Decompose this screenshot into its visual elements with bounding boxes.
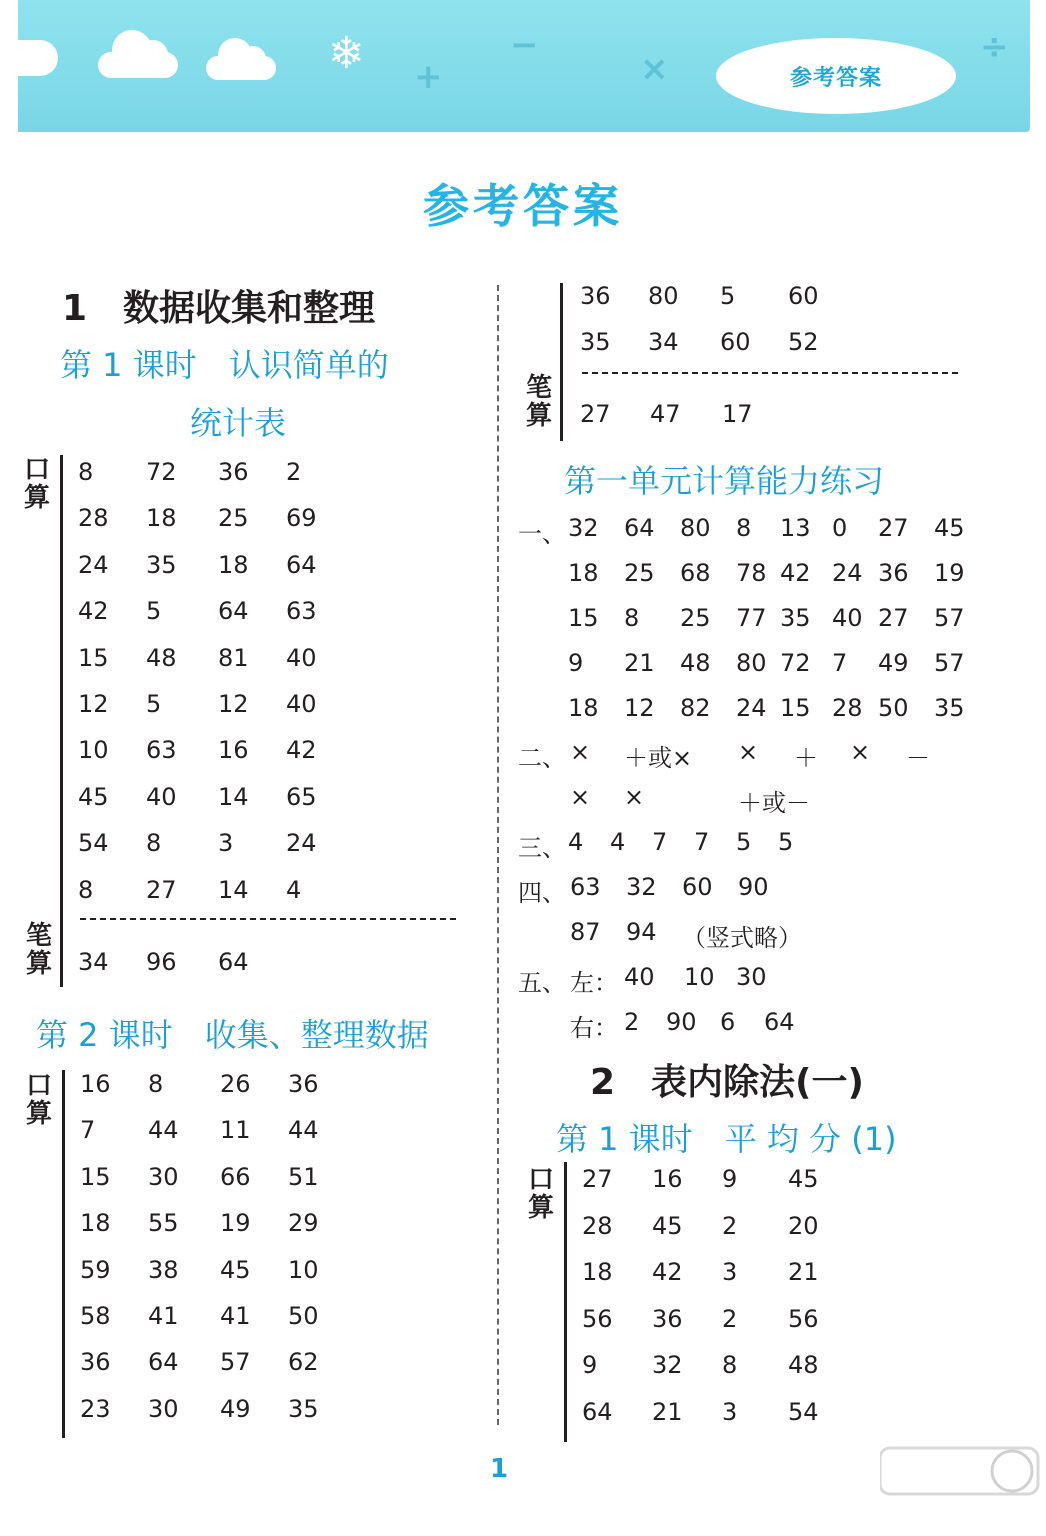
answer-value: 18 [218,550,249,579]
answer-row [624,963,1046,993]
answer-value: 64 [218,948,249,976]
answer-value: 21 [652,1398,683,1426]
answer-value: 50 [288,1302,319,1330]
answer-value: 87 [570,918,601,946]
answer-value: 27 [146,875,177,904]
answer-row [80,1302,540,1332]
answer-value: 42 [652,1258,683,1287]
answer-value: （竖式略） [682,924,802,952]
answer-value: 25 [680,604,711,632]
answer-value: 15 [780,694,811,722]
answer-value: 40 [624,963,655,991]
answer-value: 9 [722,1165,738,1193]
answer-value: 13 [780,514,811,542]
answer-value: 11 [220,1116,251,1145]
answer-value: 30 [148,1394,179,1423]
answer-row [78,504,538,534]
answer-row [570,873,1030,903]
answer-value: 26 [220,1070,251,1098]
page-title: 参考答案 [423,179,623,233]
divide-icon: ÷ [980,27,1009,67]
answer-value: 27 [582,1165,613,1193]
answer-value: 35 [580,328,611,356]
dashed-separator [582,372,958,374]
answer-value: 36 [580,282,611,310]
answer-value: 24 [78,550,109,579]
answer-value: 15 [78,643,109,672]
answer-value: 7 [694,828,710,856]
answer-row [78,736,538,766]
answer-value: ＋或－ [738,789,810,817]
answer-value: 25 [624,559,655,587]
lesson2-title: 第 2 课时 收集、整理数据 [36,1016,429,1054]
answer-value: 36 [80,1348,111,1377]
answer-value: 48 [788,1351,819,1380]
question-label: 二、 [518,744,566,772]
answer-value: 68 [680,559,711,587]
answer-value: 16 [652,1165,683,1193]
answer-value: 5 [146,597,162,626]
answer-value: 60 [788,282,819,310]
header-banner [18,0,1030,132]
answer-value: 18 [568,694,599,722]
answer-value: 2 [624,1008,640,1036]
answer-value: 58 [80,1302,111,1330]
answer-value: ＋或× [624,744,693,772]
answer-value: 30 [148,1162,179,1191]
answer-value: × [624,783,645,811]
answer-value: 44 [288,1116,319,1145]
answer-value: 80 [736,649,767,677]
answer-value: 42 [780,559,811,587]
written-label-char: 笔 [525,373,552,403]
answer-value: 64 [764,1008,795,1036]
answer-value: 8 [78,875,94,904]
minus-icon: − [510,25,539,65]
answer-row [80,1348,540,1378]
answer-row [568,828,1028,858]
answer-value: 28 [832,694,863,722]
written-calc-label [24,922,54,978]
answer-value: 45 [788,1165,819,1193]
lesson1-title-cont: 统计表 [190,404,287,442]
answer-value: 27 [878,604,909,632]
answer-value: 4 [568,828,584,856]
answer-value: 42 [286,736,317,765]
answer-value: 21 [788,1258,819,1287]
answer-value: 57 [934,649,965,677]
answer-row [582,1351,1042,1381]
answer-row [80,1070,540,1100]
oral-label-char: 口 [23,455,50,485]
answer-value: 14 [218,875,249,904]
answer-value: 27 [878,514,909,542]
answer-value: 82 [680,694,711,722]
answer-row [78,783,538,813]
answer-value: 65 [286,782,317,811]
answer-value: 80 [680,514,711,542]
answer-value: 63 [146,736,177,765]
answer-value: 10 [684,963,715,991]
answer-value: 57 [220,1348,251,1377]
answer-value: 28 [78,504,109,533]
answer-row [78,948,538,978]
answer-row [80,1209,540,1239]
answer-row [570,783,1030,817]
answer-value: 36 [288,1070,319,1098]
answer-row [582,1212,1042,1242]
answer-value: 12 [218,690,249,718]
answer-value: 10 [288,1255,319,1284]
answer-value: 49 [220,1394,251,1423]
answer-value: 15 [80,1162,111,1191]
answer-value: 25 [218,504,249,533]
q5-right-label: 右： [570,1014,618,1042]
written-calc-label [524,374,554,430]
answer-row [80,1116,540,1146]
unit2-lesson1-title: 第 1 课时 平 均 分 (1) [556,1120,897,1158]
answer-value: 45 [78,782,109,811]
answer-value: 56 [582,1304,613,1333]
answer-value: 64 [218,597,249,626]
answer-value: － [906,744,930,772]
answer-value: 60 [720,328,751,356]
answer-value: 41 [148,1302,179,1330]
oral-label-char: 口 [527,1165,554,1195]
answer-value: 51 [288,1162,319,1191]
answer-value: 19 [934,559,965,587]
answer-value: 72 [146,458,177,486]
dashed-separator [80,918,456,920]
answer-value: 40 [286,690,317,718]
answer-value: 8 [78,458,94,486]
answer-value: 5 [778,828,794,856]
answer-row [570,738,1030,772]
answer-value: 55 [148,1209,179,1238]
written-label-char: 算 [25,949,52,979]
answer-row [582,1398,1042,1428]
cloud-icon [98,52,178,78]
answer-row [80,1256,540,1286]
oral-label-char: 算 [23,483,50,513]
answer-value: 18 [582,1258,613,1287]
answer-value: 42 [78,597,109,626]
answer-row [570,918,1030,952]
answer-value: 3 [722,1258,738,1287]
answer-value: 28 [582,1211,613,1240]
answer-value: 36 [652,1304,683,1333]
answer-value: 77 [736,604,767,632]
answer-value: 38 [148,1255,179,1284]
answer-value: 21 [624,649,655,677]
question-label: 五、 [518,969,566,997]
answer-value: 8 [148,1070,164,1098]
oral-bracket-line [560,283,563,441]
answer-value: 36 [878,559,909,587]
answer-row [80,1163,540,1193]
answer-value: 23 [80,1394,111,1423]
unit2-heading: 2 表内除法(一) [590,1062,864,1103]
answer-value: 66 [220,1162,251,1191]
answer-value: 8 [736,514,752,542]
answer-value: 2 [722,1211,738,1240]
answer-value: ＋ [794,744,818,772]
answer-value: 45 [220,1255,251,1284]
answer-value: 40 [146,782,177,811]
question-label: 三、 [518,834,566,862]
answer-value: 35 [934,694,965,722]
answer-value: 62 [288,1348,319,1377]
answer-value: 20 [788,1211,819,1240]
answer-value: 12 [624,694,655,722]
answer-value: 47 [650,400,681,428]
answer-value: × [570,783,591,811]
answer-value: 48 [680,649,711,677]
written-label-char: 算 [525,401,552,431]
answer-value: 8 [722,1351,738,1380]
answer-value: 56 [788,1304,819,1333]
answer-value: 63 [570,873,601,901]
answer-value: 54 [788,1398,819,1426]
question-label: 四、 [518,879,566,907]
answer-row [568,604,1028,634]
practice-title: 第一单元计算能力练习 [564,462,885,500]
answer-value: 5 [736,828,752,856]
banner-notch [18,40,58,76]
answer-row [568,514,1028,544]
answer-value: 6 [720,1008,736,1036]
answer-value: 15 [568,604,599,632]
answer-value: 54 [78,829,109,858]
answer-value: 52 [788,328,819,356]
answer-value: 64 [624,514,655,542]
answer-row [78,458,538,488]
answer-value: 0 [832,514,848,542]
answer-value: 10 [78,736,109,765]
answer-value: 8 [146,829,162,858]
answer-value: 7 [652,828,668,856]
answer-value: 27 [580,400,611,428]
answer-value: × [570,738,591,766]
answer-value: 24 [736,694,767,722]
answer-value: 94 [626,918,657,946]
answer-value: 90 [738,873,769,901]
answer-row [624,1008,1046,1038]
answer-value: 69 [286,504,317,533]
answer-value: 9 [568,649,584,677]
answer-value: 16 [218,736,249,765]
answer-value: 18 [568,559,599,587]
answer-value: 45 [652,1211,683,1240]
question-label: 一、 [518,520,566,548]
answer-value: 48 [146,643,177,672]
unit1-heading: 1 数据收集和整理 [62,288,376,329]
answer-value: 35 [780,604,811,632]
watermark-logo [880,1440,1040,1530]
answer-value: 34 [78,948,109,976]
answer-row [580,282,1040,312]
answer-value: 19 [220,1209,251,1238]
answer-value: 64 [286,550,317,579]
oral-calc-label [22,456,52,512]
answer-value: 3 [722,1398,738,1426]
q5-left-label: 左： [570,969,618,997]
answer-value: 5 [146,690,162,718]
answer-row [568,694,1028,724]
answer-row [78,597,538,627]
answer-value: 5 [720,282,736,310]
banner-tab-label: 参考答案 [716,38,956,114]
times-icon: × [640,49,669,89]
answer-value: 35 [288,1394,319,1423]
answer-value: 44 [148,1116,179,1145]
answer-value: 45 [934,514,965,542]
answer-row [78,829,538,859]
answer-value: 81 [218,643,249,672]
oral-bracket-line [60,455,63,987]
answer-value: 50 [878,694,909,722]
answer-value: 78 [736,559,767,587]
answer-value: 2 [722,1304,738,1333]
answer-row [78,690,538,720]
answer-value: 64 [582,1398,613,1426]
answer-value: 9 [582,1351,598,1380]
answer-value: 24 [832,559,863,587]
answer-value: 4 [286,875,302,904]
answer-row [580,328,1040,358]
answer-row [568,649,1028,679]
answer-row [582,1165,1042,1195]
answer-value: 90 [666,1008,697,1036]
rain-cloud-icon [206,56,276,80]
answer-value: 36 [218,458,249,486]
answer-value: 30 [736,963,767,991]
answer-value: 8 [624,604,640,632]
page-number: 1 [490,1454,509,1484]
answer-value: 64 [148,1348,179,1377]
answer-value: 32 [568,514,599,542]
answer-value: 35 [146,550,177,579]
oral-bracket-line [62,1070,65,1438]
answer-value: 7 [80,1116,96,1145]
answer-value: 18 [80,1209,111,1238]
oral-calc-label [526,1166,556,1222]
answer-value: 49 [878,649,909,677]
answer-row [78,644,538,674]
answer-value: 16 [80,1070,111,1098]
answer-row [78,876,538,906]
answer-value: 3 [218,829,234,858]
answer-value: 57 [934,604,965,632]
answer-row [580,400,1040,430]
answer-value: 18 [146,504,177,533]
answer-value: 60 [682,873,713,901]
oral-bracket-line [564,1162,567,1442]
answer-value: × [850,738,871,766]
answer-value: 17 [722,400,753,428]
answer-row [568,559,1028,589]
answer-value: 40 [832,604,863,632]
lesson1-title: 第 1 课时 认识简单的 [60,346,389,384]
answer-value: 80 [648,282,679,310]
answer-value: 14 [218,782,249,811]
oral-calc-label [24,1072,54,1128]
answer-value: 34 [648,328,679,356]
answer-value: 72 [780,649,811,677]
answer-value: 59 [80,1255,111,1284]
answer-row [78,551,538,581]
answer-value: 41 [220,1302,251,1330]
answer-row [80,1395,540,1425]
snowflake-icon: ❄ [328,28,365,79]
answer-value: 12 [78,690,109,718]
answer-value: 63 [286,597,317,626]
oral-label-char: 口 [25,1071,52,1101]
plus-icon: + [414,57,443,97]
answer-row [582,1305,1042,1335]
answer-value: 96 [146,948,177,976]
written-label-char: 笔 [25,921,52,951]
answer-value: 40 [286,643,317,672]
oral-label-char: 算 [25,1099,52,1129]
answer-value: 32 [626,873,657,901]
answer-value: 4 [610,828,626,856]
answer-value: 7 [832,649,848,677]
answer-value: 2 [286,458,302,486]
answer-row [582,1258,1042,1288]
answer-value: 24 [286,829,317,858]
oral-label-char: 算 [527,1193,554,1223]
answer-value: 29 [288,1209,319,1238]
answer-value: 32 [652,1351,683,1380]
answer-value: × [738,738,759,766]
